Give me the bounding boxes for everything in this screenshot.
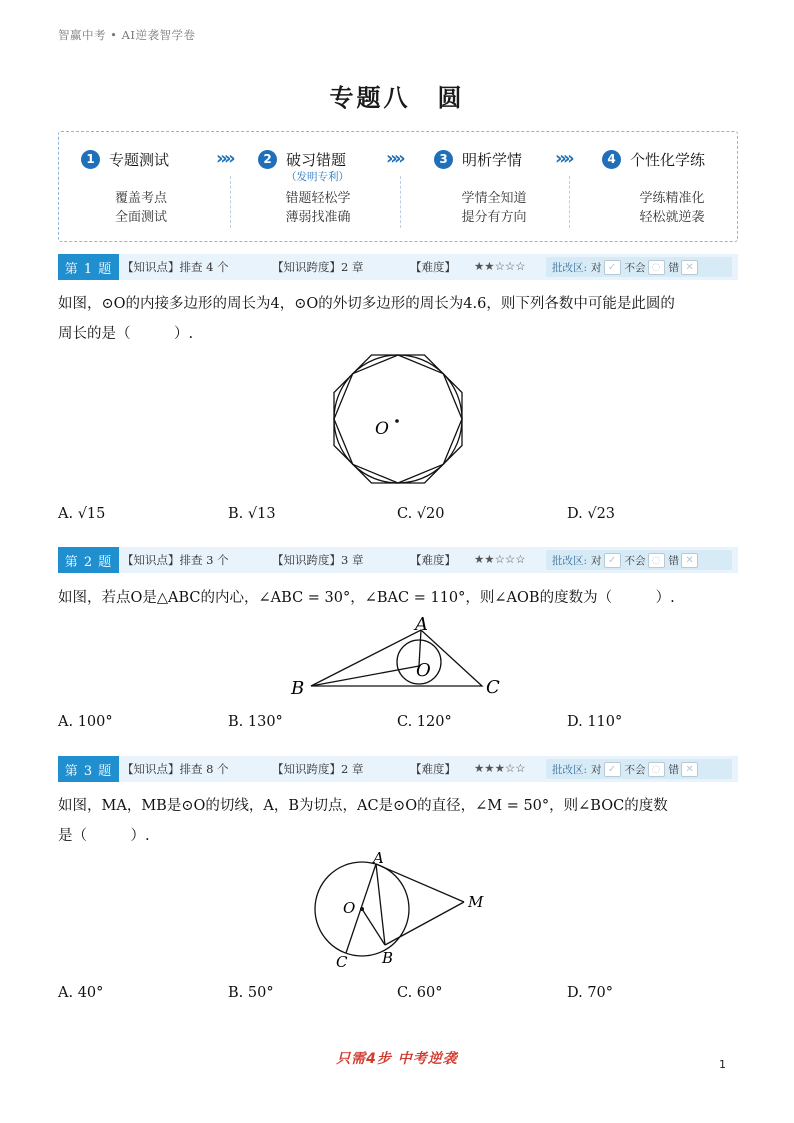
label-b: B: [291, 678, 305, 699]
option-d[interactable]: D. 70°: [567, 985, 614, 1001]
step-title: 专题测试: [109, 150, 170, 169]
double-chevron-right-icon: »: [563, 148, 569, 169]
center-point: [395, 419, 399, 423]
option-d[interactable]: D. √23: [567, 506, 616, 522]
divider: [400, 176, 401, 228]
step-note: [657, 169, 772, 183]
label-o: O: [343, 899, 356, 917]
unknown-label: 不会: [624, 261, 646, 274]
difficulty-label: 【难度】: [410, 762, 456, 776]
step-title: 个性化学练: [630, 150, 706, 169]
option-a[interactable]: A. √15: [58, 506, 106, 522]
double-chevron-right-icon: »: [394, 148, 400, 169]
label-a: A: [373, 849, 384, 867]
unknown-checkbox[interactable]: ◌: [648, 762, 665, 777]
unknown-label: 不会: [624, 554, 646, 567]
page-title: 专题八 圆: [329, 84, 465, 112]
knowledge-span: 【知识跨度】3 章: [272, 553, 364, 567]
option-c[interactable]: C. 60°: [397, 985, 443, 1001]
tangent-ma: [376, 864, 464, 902]
label-c: C: [486, 677, 500, 698]
double-chevron-right-icon: »: [555, 148, 561, 169]
knowledge-span: 【知识跨度】2 章: [272, 260, 364, 274]
divider: [569, 176, 570, 228]
grading-label: 批改区:: [552, 261, 588, 274]
option-a[interactable]: A. 40°: [58, 985, 104, 1001]
question-2-figure: [288, 612, 508, 702]
double-chevron-right-icon: »: [216, 148, 222, 169]
right-label: 对: [591, 763, 602, 776]
steps-panel: [58, 131, 738, 242]
grading-label: 批改区:: [552, 763, 588, 776]
question-1-figure: [325, 345, 475, 495]
grading-area: [546, 257, 732, 277]
step-note: [489, 169, 604, 183]
option-b[interactable]: B. √13: [228, 506, 276, 522]
double-chevron-right-icon: »: [386, 148, 392, 169]
grading-label: 批改区:: [552, 554, 588, 567]
question-1-bar: [58, 254, 738, 280]
right-checkbox[interactable]: ✓: [604, 762, 621, 777]
step-desc: 学情全知道 提分有方向: [461, 191, 527, 225]
grading-area: [546, 550, 732, 570]
triangle-abc: [311, 630, 482, 686]
knowledge-points: 【知识点】排查 4 个: [122, 260, 229, 274]
step-number-badge: 2: [258, 150, 277, 169]
question-2-bar: [58, 547, 738, 573]
header-brand: 智赢中考 • AI逆袭智学卷: [58, 28, 196, 42]
question-2-text: 如图，若点O是△ABC的内心，∠ABC = 30°，∠BAC = 110°，则∠AOB的度数为（ ）.: [58, 590, 675, 606]
step-note: [136, 169, 251, 183]
step-2: [258, 148, 428, 234]
right-checkbox[interactable]: ✓: [604, 553, 621, 568]
step-number-badge: 4: [602, 150, 621, 169]
double-chevron-right-icon: »: [224, 148, 230, 169]
step-desc: 学练精准化 轻松就逆袭: [639, 191, 705, 225]
unknown-label: 不会: [624, 763, 646, 776]
knowledge-points: 【知识点】排查 3 个: [122, 553, 229, 567]
unknown-checkbox[interactable]: ◌: [648, 260, 665, 275]
center-point: [360, 907, 364, 911]
step-3: [434, 148, 604, 234]
option-a[interactable]: A. 100°: [58, 714, 113, 730]
question-1-text: 如图，⊙O的内接多边形的周长为4，⊙O的外切多边形的周长为4.6，则下列各数中可能是此圆的 周长的是（ ）.: [58, 296, 675, 342]
label-b: B: [382, 949, 394, 967]
divider: [230, 176, 231, 228]
difficulty-label: 【难度】: [410, 260, 456, 274]
tangent-mb: [385, 902, 464, 945]
step-title: 破习错题: [286, 150, 347, 169]
wrong-label: 错: [668, 261, 680, 274]
difficulty-label: 【难度】: [410, 553, 456, 567]
question-3-text: 如图，MA，MB是⊙O的切线，A，B为切点，AC是⊙O的直径，∠M = 50°，则∠BOC的度数 是（ ）.: [58, 798, 668, 844]
difficulty-stars: ★★☆☆☆: [474, 259, 526, 273]
option-d[interactable]: D. 110°: [567, 714, 623, 730]
wrong-label: 错: [668, 763, 680, 776]
wrong-checkbox[interactable]: ✕: [681, 260, 698, 275]
knowledge-points: 【知识点】排查 8 个: [122, 762, 229, 776]
step-desc: 覆盖考点 全面测试: [114, 191, 167, 225]
step-4: [602, 148, 772, 234]
knowledge-span: 【知识跨度】2 章: [272, 762, 364, 776]
option-b[interactable]: B. 130°: [228, 714, 283, 730]
label-c: C: [336, 953, 348, 971]
wrong-checkbox[interactable]: ✕: [681, 762, 698, 777]
grading-area: [546, 759, 732, 779]
difficulty-stars: ★★★☆☆: [474, 761, 526, 775]
unknown-checkbox[interactable]: ◌: [648, 553, 665, 568]
question-number-tag: 第 3 题: [58, 756, 119, 782]
label-a: A: [415, 614, 428, 635]
label-o: O: [416, 660, 431, 681]
step-title: 明析学情: [462, 150, 523, 169]
wrong-checkbox[interactable]: ✕: [681, 553, 698, 568]
right-label: 对: [591, 261, 602, 274]
footer-logo: 只需4步 中考逆袭: [336, 1051, 458, 1067]
question-3-bar: [58, 756, 738, 782]
circumscribed-octagon: [334, 355, 462, 483]
wrong-label: 错: [668, 554, 680, 567]
step-number-badge: 1: [81, 150, 100, 169]
question-number-tag: 第 1 题: [58, 254, 119, 280]
option-b[interactable]: B. 50°: [228, 985, 274, 1001]
option-c[interactable]: C. √20: [397, 506, 445, 522]
page-number: 1: [719, 1058, 726, 1071]
question-number-tag: 第 2 题: [58, 547, 119, 573]
step-desc: 错题轻松学 薄弱找准确: [285, 191, 351, 225]
label-m: M: [468, 893, 484, 911]
difficulty-stars: ★★☆☆☆: [474, 552, 526, 566]
step-number-badge: 3: [434, 150, 453, 169]
step-note: （发明专利）: [286, 171, 349, 183]
question-3-figure: [310, 848, 490, 973]
right-label: 对: [591, 554, 602, 567]
right-checkbox[interactable]: ✓: [604, 260, 621, 275]
label-o: O: [375, 419, 389, 439]
option-c[interactable]: C. 120°: [397, 714, 452, 730]
